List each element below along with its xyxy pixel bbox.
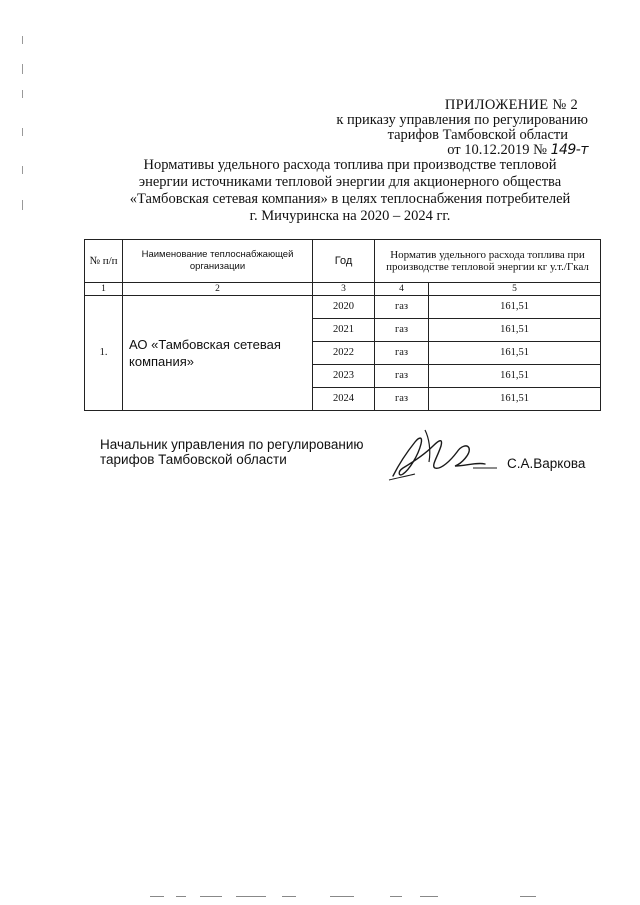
header-year: Год: [313, 240, 375, 283]
appendix-line-1: к приказу управления по регулированию: [336, 112, 588, 128]
col-number: 4: [375, 283, 429, 296]
scan-mark: [22, 128, 23, 136]
scan-mark: [22, 36, 23, 44]
fuel-cell: газ: [375, 388, 429, 411]
title-line-3: «Тамбовская сетевая компания» в целях теплоснабжения потребителей: [129, 191, 571, 207]
signatory-name: С.А.Варкова: [507, 456, 586, 471]
scan-mark: [520, 896, 536, 897]
handwritten-signature: [385, 424, 505, 484]
appendix-header: [308, 98, 588, 158]
col-number: 2: [123, 283, 313, 296]
norms-table: [84, 239, 601, 411]
header-num: № п/п: [85, 240, 123, 283]
row-number: 1.: [85, 296, 123, 411]
scan-mark: [22, 200, 23, 210]
title-line-4: г. Мичуринска на 2020 – 2024 гг.: [249, 208, 451, 224]
scan-mark: [22, 166, 23, 174]
scan-mark: [200, 896, 222, 897]
fuel-cell: газ: [375, 365, 429, 388]
value-cell: 161,51: [429, 388, 601, 411]
fuel-cell: газ: [375, 319, 429, 342]
value-cell: 161,51: [429, 296, 601, 319]
org-name: АО «Тамбовская сетевая компания»: [123, 296, 313, 411]
appendix-date-prefix: от 10.12.2019 №: [447, 142, 547, 158]
scan-mark: [390, 896, 402, 897]
header-norm: Норматив удельного расхода топлива при производстве тепловой энергии кг у.т./Гкал: [375, 240, 601, 283]
table-row: [85, 296, 601, 319]
scan-mark: [22, 64, 23, 74]
scan-mark: [236, 896, 266, 897]
position-line-1: Начальник управления по регулированию: [100, 437, 364, 452]
col-number: 1: [85, 283, 123, 296]
scan-mark: [420, 896, 438, 897]
table-column-numbers: [85, 283, 601, 296]
value-cell: 161,51: [429, 365, 601, 388]
order-number: 149-т: [550, 142, 588, 158]
scan-mark: [330, 896, 354, 897]
appendix-date: [308, 143, 588, 158]
header-org: Наименование теплоснабжающей организации: [123, 240, 313, 283]
appendix-line-2: тарифов Тамбовской области: [387, 127, 568, 143]
title-line-2: энергии источниками тепловой энергии для акционерного общества: [138, 174, 562, 190]
fuel-cell: газ: [375, 342, 429, 365]
signatory-position: [100, 437, 364, 467]
value-cell: 161,51: [429, 342, 601, 365]
year-cell: 2022: [313, 342, 375, 365]
year-cell: 2020: [313, 296, 375, 319]
document-title: [100, 157, 600, 225]
col-number: 3: [313, 283, 375, 296]
appendix-title: ПРИЛОЖЕНИЕ № 2: [444, 97, 578, 113]
table-header-row: [85, 240, 601, 283]
scan-mark: [150, 896, 164, 897]
col-number: 5: [429, 283, 601, 296]
year-cell: 2021: [313, 319, 375, 342]
value-cell: 161,51: [429, 319, 601, 342]
title-line-1: Нормативы удельного расхода топлива при производстве тепловой: [143, 157, 557, 173]
scan-mark: [22, 90, 23, 98]
fuel-cell: газ: [375, 296, 429, 319]
scan-mark: [176, 896, 186, 897]
scan-mark: [282, 896, 296, 897]
year-cell: 2024: [313, 388, 375, 411]
year-cell: 2023: [313, 365, 375, 388]
position-line-2: тарифов Тамбовской области: [100, 452, 287, 467]
